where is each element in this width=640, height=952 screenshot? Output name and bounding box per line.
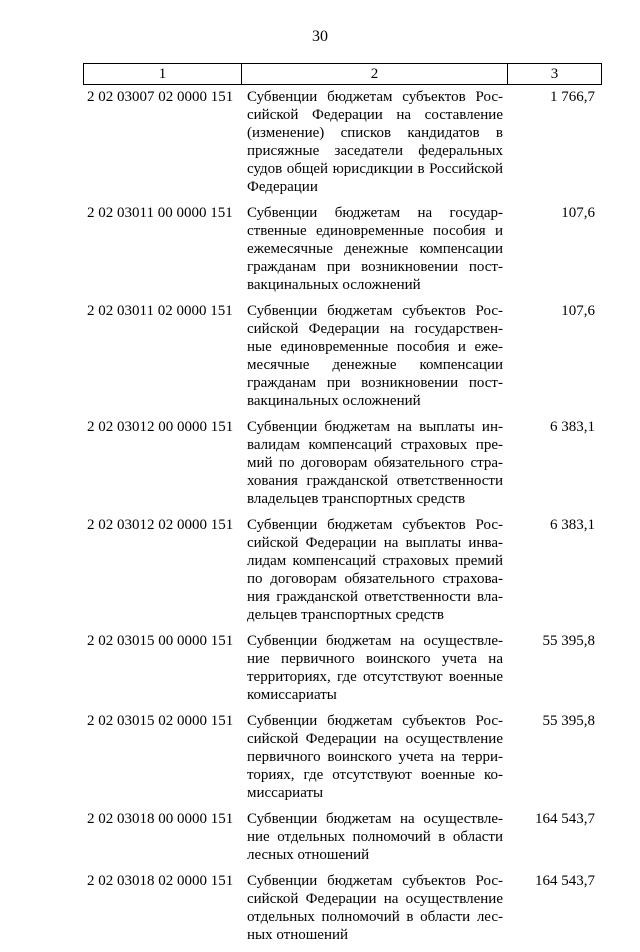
amount: 55 395,8 [542,633,595,649]
table-row [83,88,601,196]
item-description: Субвенции бюджетам на осуществление первичного воинского учета на территориях, где отсутствуют военные комиссариаты [247,633,503,703]
page-number: 30 [312,28,328,45]
column-number-3: 3 [508,64,602,85]
budget-code: 2 02 03011 00 0000 151 [87,205,233,221]
column-number-2: 2 [242,64,508,85]
item-description: Субвенции бюджетам на выплаты инвалидам компенсаций страховых премий по договорам обязательного страхования гражданской ответственности владельцев транспортных средств [247,419,503,507]
item-description: Субвенции бюджетам субъектов Российской Федерации на осуществление первичного воинского учета на территориях, где отсутствуют военные комиссариаты [247,713,503,801]
amount: 164 543,7 [535,873,595,889]
amount: 55 395,8 [542,713,595,729]
amount: 107,6 [561,205,595,221]
amount: 107,6 [561,303,595,319]
table-row [83,872,601,944]
amount: 1 766,7 [550,89,595,105]
table-header [83,63,602,85]
table-row [83,418,601,508]
item-description: Субвенции бюджетам субъектов Российской Федерации на осуществление отдельных полномочий в области лесных отношений [247,873,503,943]
budget-code: 2 02 03015 00 0000 151 [87,633,234,649]
table-row [83,712,601,802]
item-description: Субвенции бюджетам субъектов Российской Федерации на выплаты инвалидам компенсаций страховых премий по договорам обязательного страхования гражданской ответственности владельцев транспортных средств [247,517,503,623]
table-row [83,516,601,624]
budget-code: 2 02 03011 02 0000 151 [87,303,233,319]
table-row [83,204,601,294]
budget-code: 2 02 03018 02 0000 151 [87,873,234,889]
table-body [83,88,601,952]
amount: 6 383,1 [550,419,595,435]
table-row [83,302,601,410]
item-description: Субвенции бюджетам на осуществление отдельных полномочий в области лесных отношений [247,811,503,863]
item-description: Субвенции бюджетам субъектов Российской Федерации на государственные единовременные пособия и ежемесячные денежные компенсации гражданам при возникновении поствакцинальных осложнений [247,303,503,409]
item-description: Субвенции бюджетам субъектов Российской Федерации на составление (изменение) списков кандидатов в присяжные заседатели федеральных судов общей юрисдикции в Российской Федерации [247,89,503,195]
budget-code: 2 02 03015 02 0000 151 [87,713,234,729]
item-description: Субвенции бюджетам на государственные единовременные пособия и ежемесячные денежные компенсации гражданам при возникновении поствакцинальных осложнений [247,205,503,293]
budget-code: 2 02 03012 00 0000 151 [87,419,234,435]
amount: 164 543,7 [535,811,595,827]
budget-code: 2 02 03018 00 0000 151 [87,811,234,827]
budget-code: 2 02 03012 02 0000 151 [87,517,234,533]
table-row [83,632,601,704]
column-number-1: 1 [84,64,242,85]
table-header-row [84,64,602,85]
amount: 6 383,1 [550,517,595,533]
table-row [83,810,601,864]
budget-code: 2 02 03007 02 0000 151 [87,89,234,105]
